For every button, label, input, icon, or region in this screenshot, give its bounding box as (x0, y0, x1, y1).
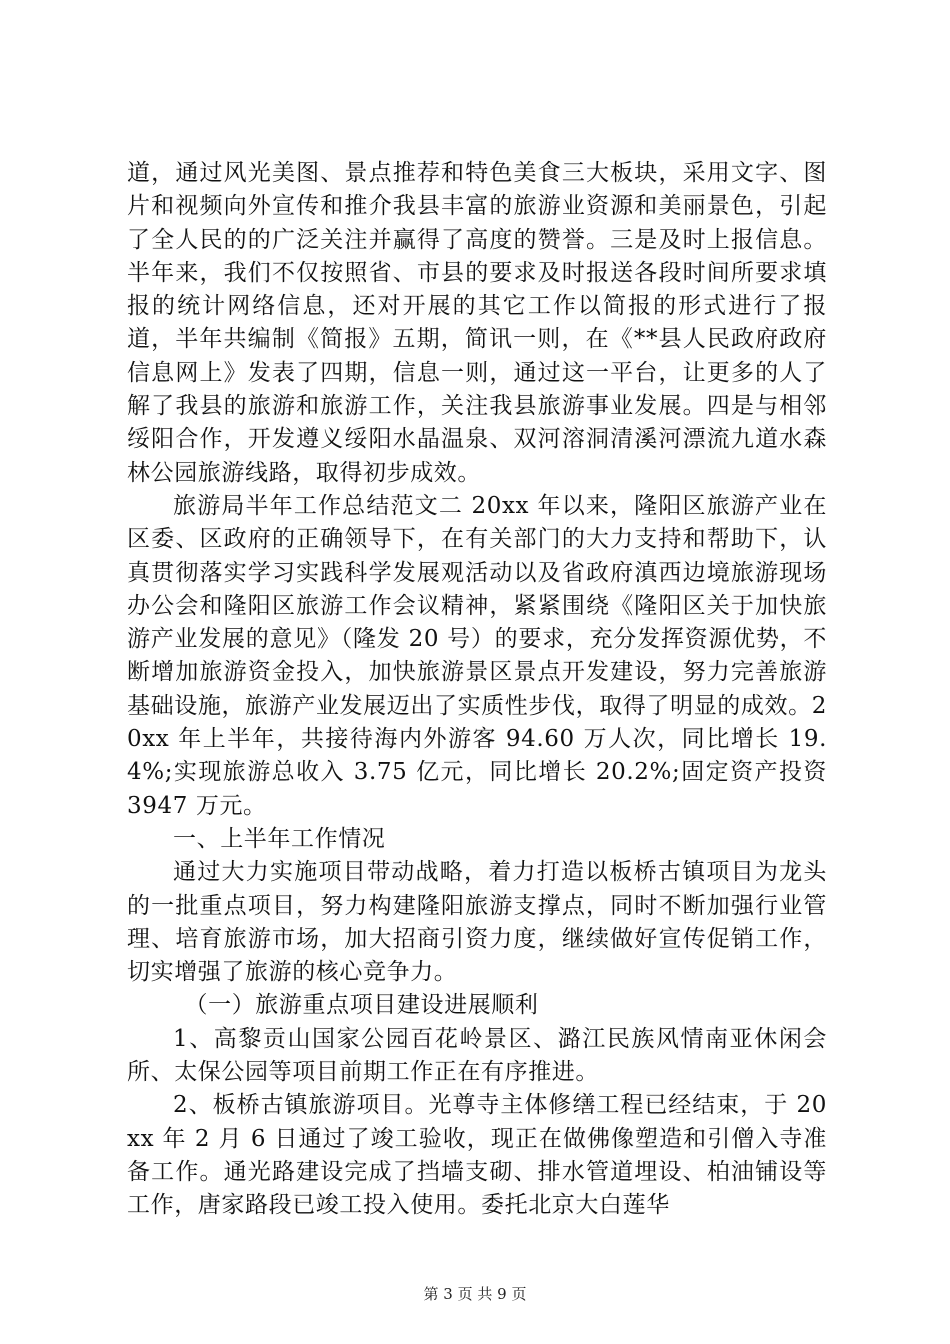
document-body (127, 157, 827, 1223)
paragraph-overview: 通过大力实施项目带动战略，着力打造以板桥古镇项目为龙头的一批重点项目，努力构建隆阳旅游支撑点，同时不断加强行业管理、培育旅游市场，加大招商引资力度，继续做好宣传促销工作，切实增强了旅游的核心竞争力。 (127, 859, 827, 986)
list-item: 2、板桥古镇旅游项目。光尊寺主体修缮工程已经结束，于 20xx 年 2 月 6 日通过了竣工验收，现正在做佛像塑造和引僧入寺准备工作。通光路建设完成了挡墙支砌、排水管道埋设、柏油铺设等工作，唐家路段已竣工投入使用。委托北京大白莲华 (127, 1092, 827, 1219)
list-item: 1、高黎贡山国家公园百花岭景区、潞江民族风情南亚休闲会所、太保公园等项目前期工作正在有序推进。 (127, 1025, 827, 1086)
section-heading: 一、上半年工作情况 (173, 825, 386, 852)
paragraph-continuation: 道，通过风光美图、景点推荐和特色美食三大板块，采用文字、图片和视频向外宣传和推介我县丰富的旅游业资源和美丽景色，引起了全人民的的广泛关注并赢得了高度的赞誉。三是及时上报信息。半年来，我们不仅按照省、市县的要求及时报送各段时间所要求填报的统计网络信息，还对开展的其它工作以简报的形式进行了报道，半年共编制《简报》五期，简讯一则，在《**县人民政府政府信息网上》发表了四期，信息一则，通过这一平台，让更多的人了解了我县的旅游和旅游工作，关注我县旅游事业发展。四是与相邻绥阳合作，开发遵义绥阳水晶温泉、双河溶洞清溪河漂流九道水森林公园旅游线路，取得初步成效。 (127, 160, 827, 486)
paragraph-summary-intro: 旅游局半年工作总结范文二 20xx 年以来，隆阳区旅游产业在区委、区政府的正确领导下，在有关部门的大力支持和帮助下，认真贯彻落实学习实践科学发展观活动以及省政府滇西边境旅游现场办公会和隆阳区旅游工作会议精神，紧紧围绕《隆阳区关于加快旅游产业发展的意见》（隆发 20 号）的要求，充分发挥资源优势，不断增加旅游资金投入，加快旅游景区景点开发建设，努力完善旅游基础设施，旅游产业发展迈出了实质性步伐，取得了明显的成效。20xx 年上半年，共接待海内外游客 94.60 万人次，同比增长 19.4%;实现旅游总收入 3.75 亿元，同比增长 20.2%;固定资产投资 3947 万元。 (127, 492, 827, 819)
page-number-footer: 第 3 页 共 9 页 (423, 1285, 527, 1303)
subsection-heading: （一）旅游重点项目建设进展顺利 (184, 992, 539, 1019)
